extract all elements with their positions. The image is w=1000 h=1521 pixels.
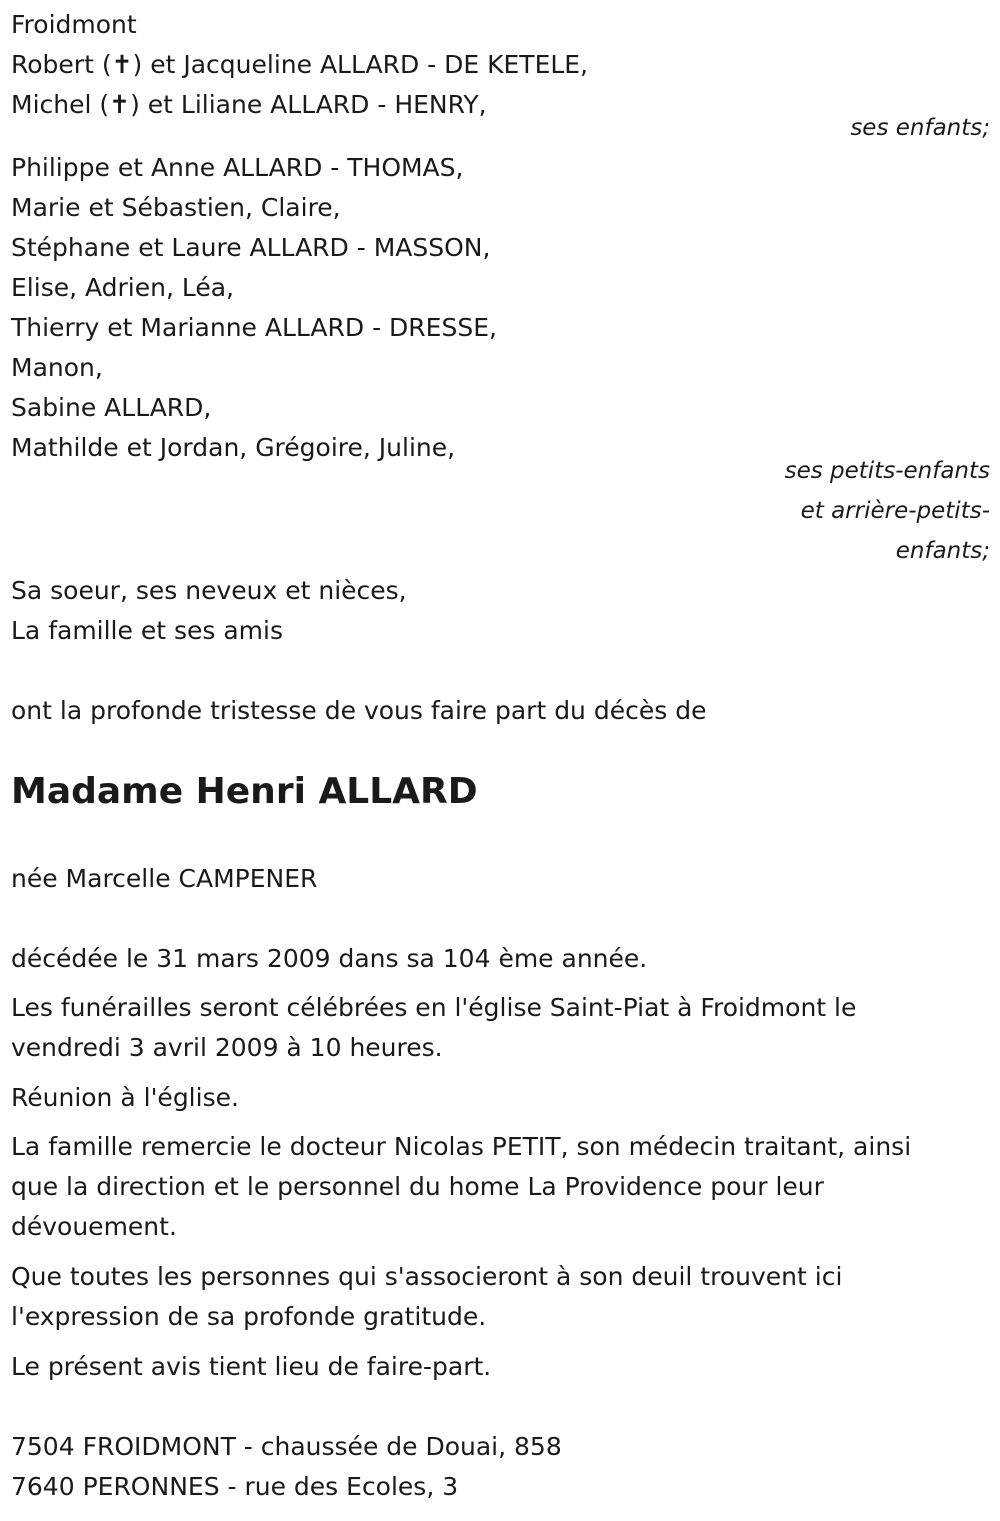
- deceased-name: Madame Henri ALLARD: [11, 771, 478, 812]
- meeting-text: Réunion à l'église.: [11, 1083, 239, 1112]
- family-line: Michel (✝) et Liliane ALLARD - HENRY,: [11, 90, 487, 119]
- thanks-text: que la direction et le personnel du home La Providence pour leur: [11, 1172, 824, 1201]
- address-line: 7504 FROIDMONT - chaussée de Douai, 858: [11, 1432, 562, 1461]
- family-line: Mathilde et Jordan, Grégoire, Juline,: [11, 433, 456, 462]
- gratitude-text: l'expression de sa profonde gratitude.: [11, 1302, 487, 1331]
- death-details: décédée le 31 mars 2009 dans sa 104 ème année.: [11, 944, 648, 973]
- family-line: Manon,: [11, 353, 103, 382]
- family-line: Sa soeur, ses neveux et nièces,: [11, 576, 407, 605]
- role-children: ses enfants;: [850, 115, 990, 141]
- address-line: 7640 PERONNES - rue des Ecoles, 3: [11, 1472, 459, 1501]
- role-grandchildren: enfants;: [895, 538, 990, 564]
- family-line: Sabine ALLARD,: [11, 393, 212, 422]
- family-line: Thierry et Marianne ALLARD - DRESSE,: [11, 313, 497, 342]
- funeral-text: Les funérailles seront célébrées en l'église Saint-Piat à Froidmont le: [11, 993, 857, 1022]
- family-line: Robert (✝) et Jacqueline ALLARD - DE KETELE,: [11, 50, 589, 79]
- funeral-text: vendredi 3 avril 2009 à 10 heures.: [11, 1033, 443, 1062]
- notice-statement: Le présent avis tient lieu de faire-part.: [11, 1352, 492, 1381]
- role-grandchildren: ses petits-enfants: [784, 458, 990, 484]
- gratitude-text: Que toutes les personnes qui s'associeront à son deuil trouvent ici: [11, 1262, 843, 1291]
- family-line: Philippe et Anne ALLARD - THOMAS,: [11, 153, 464, 182]
- role-grandchildren: et arrière-petits-: [800, 498, 990, 524]
- family-line: Elise, Adrien, Léa,: [11, 273, 234, 302]
- announcement-text: ont la profonde tristesse de vous faire part du décès de: [11, 696, 707, 725]
- family-line: La famille et ses amis: [11, 616, 283, 645]
- location-heading: Froidmont: [11, 10, 137, 39]
- thanks-text: La famille remercie le docteur Nicolas PETIT, son médecin traitant, ainsi: [11, 1132, 912, 1161]
- family-line: Marie et Sébastien, Claire,: [11, 193, 341, 222]
- thanks-text: dévouement.: [11, 1212, 177, 1241]
- maiden-name: née Marcelle CAMPENER: [11, 864, 318, 893]
- family-line: Stéphane et Laure ALLARD - MASSON,: [11, 233, 491, 262]
